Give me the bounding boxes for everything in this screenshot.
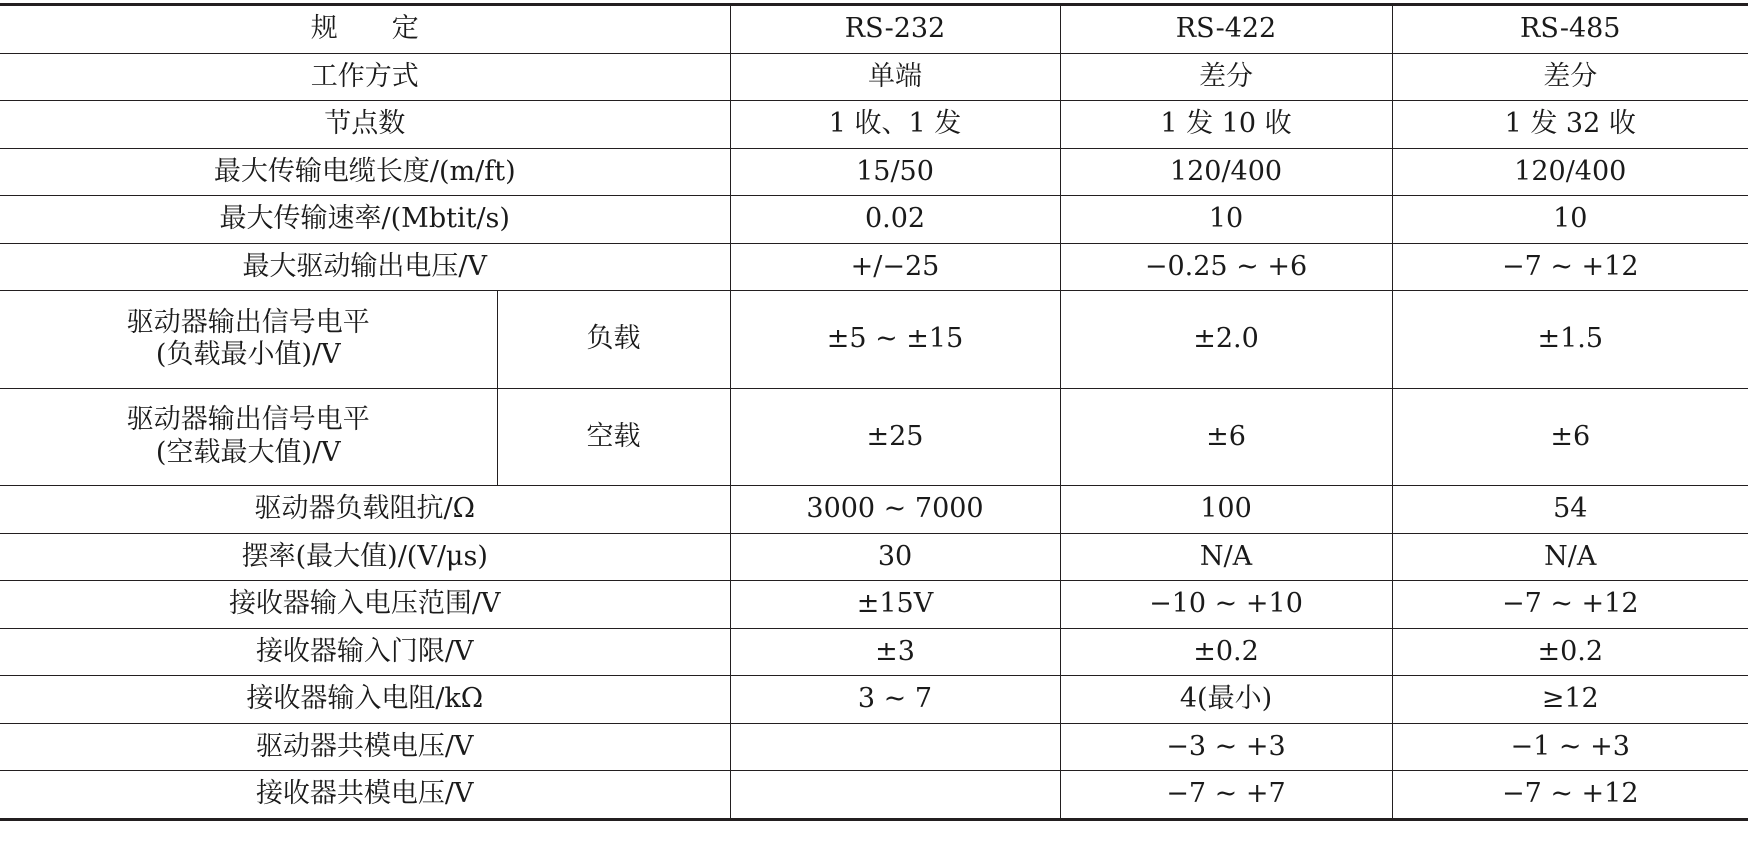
value-cell: 10 xyxy=(1060,196,1392,244)
value-cell: N/A xyxy=(1392,533,1748,581)
table-row xyxy=(0,101,1748,149)
value-cell: 差分 xyxy=(1392,53,1748,101)
value-cell: −7 ~ +12 xyxy=(1392,243,1748,291)
row-label-cell: 驱动器负载阻抗/Ω xyxy=(0,486,730,534)
table-row xyxy=(0,291,1748,389)
value-cell: 3000 ~ 7000 xyxy=(730,486,1060,534)
row-sublabel-cell: 负载 xyxy=(497,291,730,389)
table-row xyxy=(0,196,1748,244)
value-cell: 3 ~ 7 xyxy=(730,676,1060,724)
row-label-cell: 接收器输入门限/V xyxy=(0,628,730,676)
table-row xyxy=(0,243,1748,291)
table-row xyxy=(0,628,1748,676)
value-cell: ±0.2 xyxy=(1392,628,1748,676)
value-cell: ±15V xyxy=(730,581,1060,629)
value-cell xyxy=(730,723,1060,771)
row-label-cell: 节点数 xyxy=(0,101,730,149)
value-cell: 54 xyxy=(1392,486,1748,534)
row-label-cell: 最大驱动输出电压/V xyxy=(0,243,730,291)
row-label-cell: 工作方式 xyxy=(0,53,730,101)
header-rs422-cell: RS-422 xyxy=(1060,5,1392,54)
value-cell: 30 xyxy=(730,533,1060,581)
row-label-cell: 接收器共模电压/V xyxy=(0,771,730,820)
value-cell: 120/400 xyxy=(1060,148,1392,196)
value-cell: −10 ~ +10 xyxy=(1060,581,1392,629)
row-label-cell: 驱动器输出信号电平 (负载最小值)/V xyxy=(0,291,497,389)
row-label-cell: 摆率(最大值)/(V/μs) xyxy=(0,533,730,581)
value-cell: 100 xyxy=(1060,486,1392,534)
value-cell: N/A xyxy=(1060,533,1392,581)
table-row xyxy=(0,676,1748,724)
value-cell: 1 发 32 收 xyxy=(1392,101,1748,149)
header-rs485-cell: RS-485 xyxy=(1392,5,1748,54)
value-cell: 4(最小) xyxy=(1060,676,1392,724)
table-row xyxy=(0,388,1748,486)
value-cell: 1 发 10 收 xyxy=(1060,101,1392,149)
header-row xyxy=(0,5,1748,54)
value-cell: ±6 xyxy=(1392,388,1748,486)
table-row xyxy=(0,723,1748,771)
row-label-cell: 驱动器共模电压/V xyxy=(0,723,730,771)
row-label-cell: 接收器输入电压范围/V xyxy=(0,581,730,629)
header-label-cell: 规 定 xyxy=(0,5,730,54)
value-cell: 差分 xyxy=(1060,53,1392,101)
value-cell: ±2.0 xyxy=(1060,291,1392,389)
table-row xyxy=(0,581,1748,629)
value-cell: ±0.2 xyxy=(1060,628,1392,676)
value-cell: 0.02 xyxy=(730,196,1060,244)
value-cell: −3 ~ +3 xyxy=(1060,723,1392,771)
value-cell: −7 ~ +12 xyxy=(1392,771,1748,820)
value-cell xyxy=(730,771,1060,820)
value-cell: 120/400 xyxy=(1392,148,1748,196)
value-cell: 1 收、1 发 xyxy=(730,101,1060,149)
value-cell: −0.25 ~ +6 xyxy=(1060,243,1392,291)
rs-standards-comparison-table xyxy=(0,3,1748,821)
table-row xyxy=(0,486,1748,534)
value-cell: −1 ~ +3 xyxy=(1392,723,1748,771)
row-label-cell: 最大传输速率/(Mbtit/s) xyxy=(0,196,730,244)
value-cell: +/−25 xyxy=(730,243,1060,291)
value-cell: 单端 xyxy=(730,53,1060,101)
table-row xyxy=(0,533,1748,581)
value-cell: ±5 ~ ±15 xyxy=(730,291,1060,389)
header-rs232-cell: RS-232 xyxy=(730,5,1060,54)
value-cell: ≥12 xyxy=(1392,676,1748,724)
value-cell: ±1.5 xyxy=(1392,291,1748,389)
row-sublabel-cell: 空载 xyxy=(497,388,730,486)
row-label-cell: 驱动器输出信号电平 (空载最大值)/V xyxy=(0,388,497,486)
value-cell: −7 ~ +7 xyxy=(1060,771,1392,820)
row-label-cell: 最大传输电缆长度/(m/ft) xyxy=(0,148,730,196)
row-label-cell: 接收器输入电阻/kΩ xyxy=(0,676,730,724)
table-row xyxy=(0,771,1748,820)
value-cell: −7 ~ +12 xyxy=(1392,581,1748,629)
value-cell: ±6 xyxy=(1060,388,1392,486)
value-cell: 10 xyxy=(1392,196,1748,244)
value-cell: 15/50 xyxy=(730,148,1060,196)
table-row xyxy=(0,53,1748,101)
value-cell: ±3 xyxy=(730,628,1060,676)
value-cell: ±25 xyxy=(730,388,1060,486)
table-row xyxy=(0,148,1748,196)
